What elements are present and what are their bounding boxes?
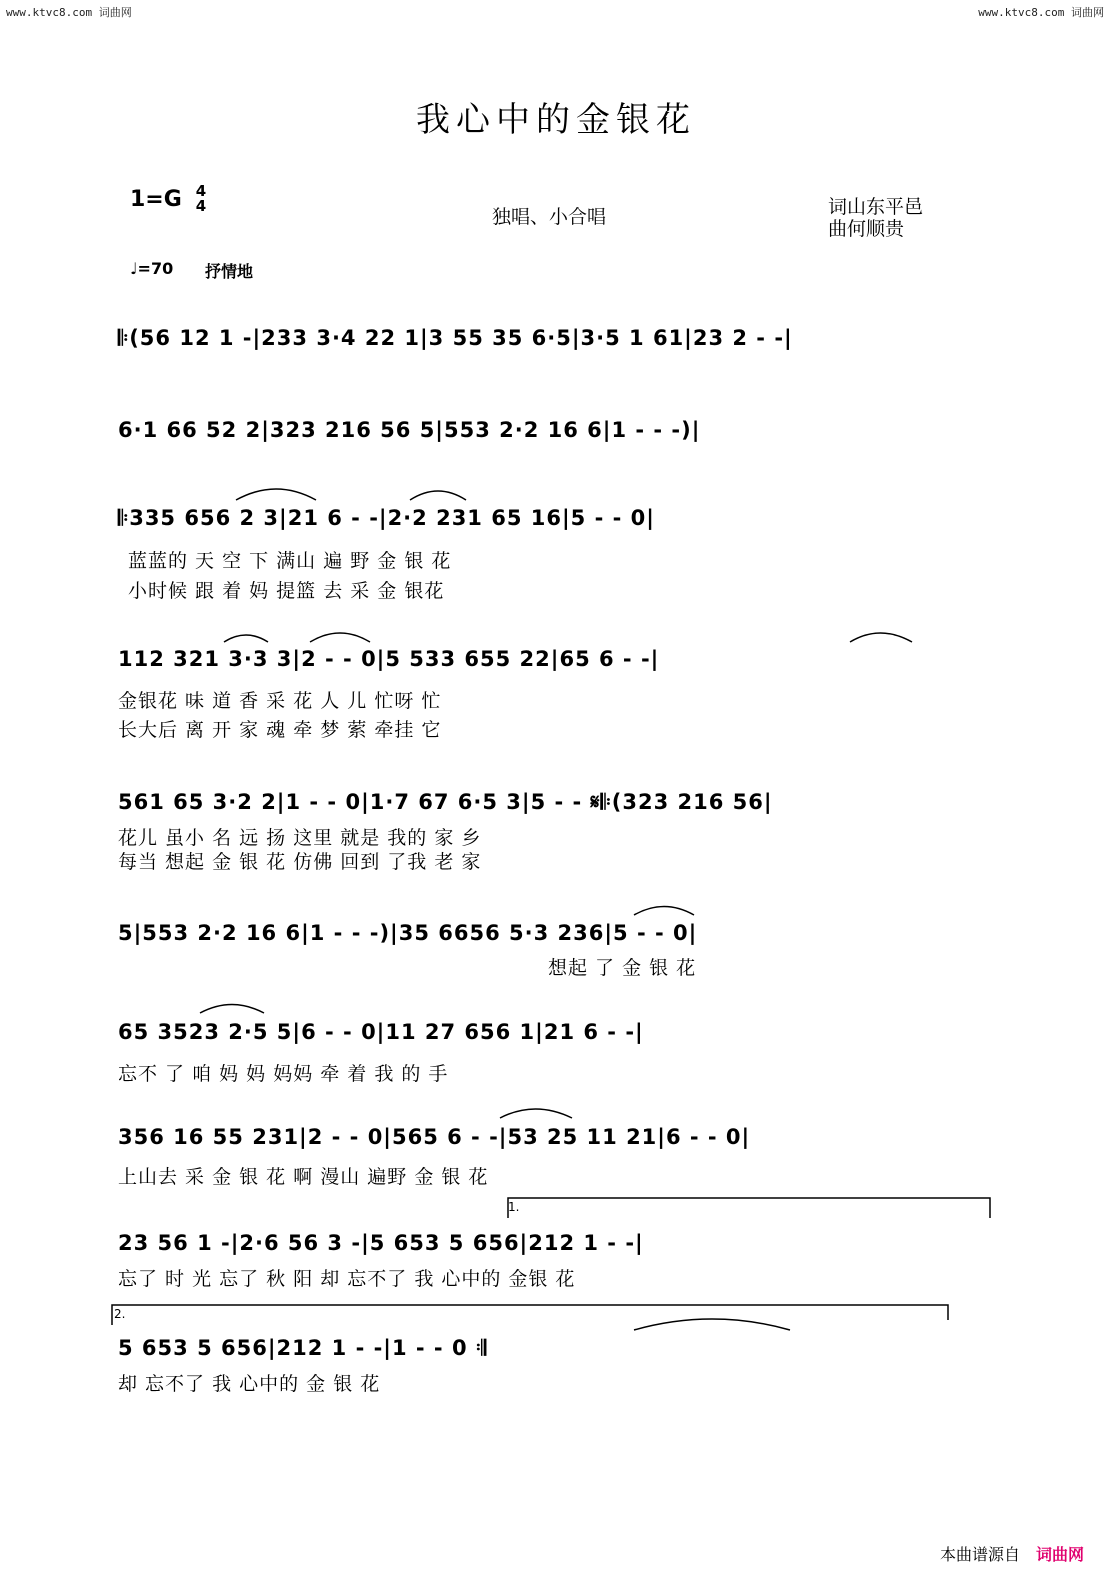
score-line-7: 65 3523 2·5 5|6 - - 0|11 27 656 1|21 6 - -| <box>118 1020 644 1044</box>
score-line-5: 561 65 3·2 2|1 - - 0|1·7 67 6·5 3|5 - - 𝄋𝄆(323 216 56| <box>118 790 773 814</box>
score-line-10: 5 653 5 656|212 1 - -|1 - - 0 𝄇 <box>118 1336 488 1360</box>
expression-marking: 抒情地 <box>205 262 254 281</box>
score-line-4: 112 321 3·3 3|2 - - 0|5 533 655 22|65 6 - -| <box>118 647 660 671</box>
lyric-line-5a: 花儿 虽小 名 远 扬 这里 就是 我的 家 乡 <box>118 827 482 849</box>
score-line-6: 5|553 2·2 16 6|1 - - -)|35 6656 5·3 236|5 - - 0| <box>118 921 698 945</box>
footer-site: 词曲网 <box>1036 1545 1085 1564</box>
lyric-line-3a: 蓝蓝的 天 空 下 满山 遍 野 金 银 花 <box>128 550 452 572</box>
time-bottom: 4 <box>195 197 207 215</box>
lyric-line-3b: 小时候 跟 着 妈 提篮 去 采 金 银花 <box>128 580 445 602</box>
lyric-line-5b: 每当 想起 金 银 花 仿佛 回到 了我 老 家 <box>118 851 482 873</box>
volta-second-label: 2. <box>114 1307 126 1321</box>
score-line-2: 6·1 66 52 2|323 216 56 5|553 2·2 16 6|1 - - -)| <box>118 418 701 442</box>
lyric-line-4b: 长大后 离 开 家 魂 牵 梦 萦 牵挂 它 <box>118 719 442 741</box>
footer-source: 本曲谱源自 <box>940 1545 1021 1564</box>
watermark-right: www.ktvc8.com 词曲网 <box>978 6 1104 19</box>
lyric-line-6: 想起 了 金 银 花 <box>548 957 697 979</box>
lyric-line-7: 忘不 了 咱 妈 妈 妈妈 牵 着 我 的 手 <box>118 1063 449 1085</box>
score-line-9: 23 56 1 -|2·6 56 3 -|5 653 5 656|212 1 - -| <box>118 1231 644 1255</box>
song-title: 我心中的金银花 <box>416 100 696 140</box>
score-line-8: 356 16 55 231|2 - - 0|565 6 - -|53 25 11 21|6 - - 0| <box>118 1125 751 1149</box>
score-line-1: 𝄆(56 12 1 -|233 3·4 22 1|3 55 35 6·5|3·5 1 61|23 2 - -| <box>118 326 793 350</box>
time-top: 4 <box>195 182 207 200</box>
lyric-line-8: 上山去 采 金 银 花 啊 漫山 遍野 金 银 花 <box>118 1166 489 1188</box>
lyric-line-10: 却 忘不了 我 心中的 金 银 花 <box>118 1373 381 1395</box>
composer: 曲何顺贵 <box>828 218 905 240</box>
watermark-left: www.ktvc8.com 词曲网 <box>6 6 132 19</box>
key-signature: 1=G <box>130 187 182 212</box>
volta-first-label: 1. <box>508 1200 520 1214</box>
lyricist: 词山东平邑 <box>828 196 924 218</box>
lyric-line-4a: 金银花 味 道 香 采 花 人 儿 忙呀 忙 <box>118 690 442 712</box>
score-line-3: 𝄆335 656 2 3|21 6 - -|2·2 231 65 16|5 - - 0| <box>118 506 655 530</box>
performance-form: 独唱、小合唱 <box>492 206 607 228</box>
tempo-marking: ♩=70 <box>130 259 174 278</box>
lyric-line-9: 忘了 时 光 忘了 秋 阳 却 忘不了 我 心中的 金银 花 <box>118 1268 576 1290</box>
